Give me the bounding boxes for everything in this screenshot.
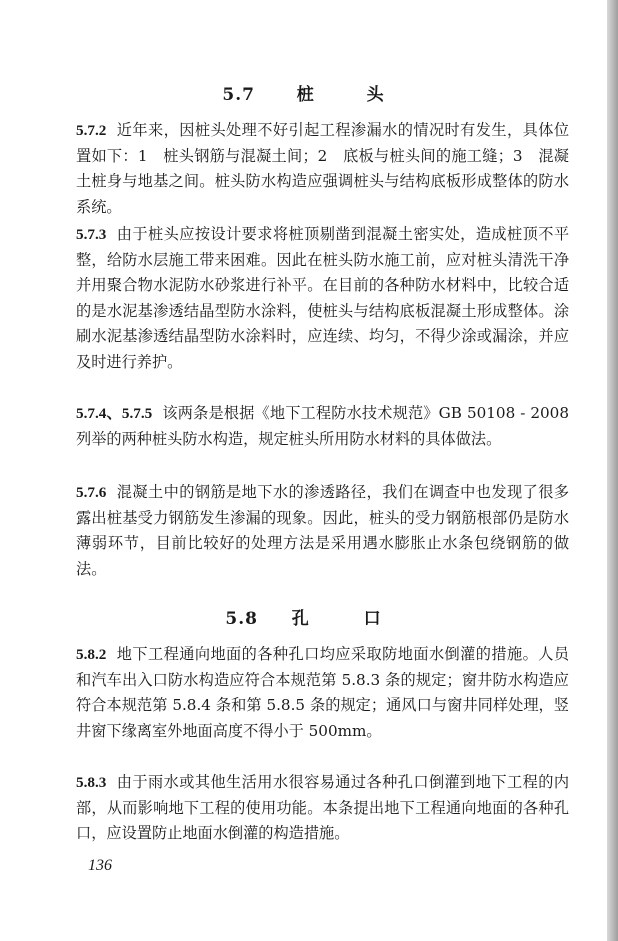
section-heading-5-7 xyxy=(0,80,607,105)
clause-number: 5.7.2 xyxy=(76,122,107,139)
section-title-char: 口 xyxy=(363,609,382,629)
clause-5-7-4-5 xyxy=(76,401,569,452)
clause-number: 5.8.3 xyxy=(76,774,107,791)
clause-5-7-3 xyxy=(76,222,569,375)
page-edge-shadow xyxy=(607,0,618,941)
page-number: 136 xyxy=(88,857,112,874)
clause-number: 5.7.3 xyxy=(76,226,107,243)
section-title-char: 头 xyxy=(366,85,385,105)
clause-number: 5.7.6 xyxy=(76,484,107,501)
clause-text: 混凝土中的钢筋是地下水的渗透路径，我们在调查中也发现了很多露出桩基受力钢筋发生渗漏的现象。因此，桩头的受力钢筋根部仍是防水薄弱环节，目前比较好的处理方法是采用遇水膨胀止水条包绕钢筋的做法。 xyxy=(76,483,569,578)
clause-5-7-6 xyxy=(76,480,569,582)
section-heading-5-8 xyxy=(0,604,607,629)
clause-5-8-3 xyxy=(76,770,569,847)
clause-5-7-2 xyxy=(76,118,569,220)
section-title-char: 孔 xyxy=(291,609,310,629)
clause-text: 由于雨水或其他生活用水很容易通过各种孔口倒灌到地下工程的内部，从而影响地下工程的使用功能。本条提出地下工程通向地面的各种孔口，应设置防止地面水倒灌的构造措施。 xyxy=(76,773,569,842)
section-number: 5.8 xyxy=(225,609,258,629)
clause-text: 由于桩头应按设计要求将桩顶剔凿到混凝土密实处，造成桩顶不平整，给防水层施工带来困难。因此在桩头防水施工前，应对桩头清洗干净并用聚合物水泥防水砂浆进行补平。在目前的各种防水材料中，比较合适的是水泥基渗透结晶型防水涂料，使桩头与结构底板混凝土形成整体。涂刷水泥基渗透结晶型防水涂料时，应连续、均匀，不得少涂或漏涂，并应及时进行养护。 xyxy=(76,225,569,371)
clause-number: 5.7.4、5.7.5 xyxy=(76,405,153,422)
section-number: 5.7 xyxy=(222,85,255,105)
clause-number: 5.8.2 xyxy=(76,646,107,663)
clause-text: 该两条是根据《地下工程防水技术规范》GB 50108 - 2008 列举的两种桩头防水构造，规定桩头所用防水材料的具体做法。 xyxy=(76,404,570,448)
clause-text: 地下工程通向地面的各种孔口均应采取防地面水倒灌的措施。人员和汽车出入口防水构造应符合本规范第 5.8.3 条的规定；窗井防水构造应符合本规范第 5.8.4 条和第 5.8.5 条的规定；通风口与窗井同样处理，竖井窗下缘离室外地面高度不得小于 500mm。 xyxy=(76,645,569,740)
section-title-char: 桩 xyxy=(296,85,315,105)
clause-5-8-2 xyxy=(76,642,569,744)
clause-text: 近年来，因桩头处理不好引起工程渗漏水的情况时有发生，具体位置如下：1 桩头钢筋与混凝土间；2 底板与桩头间的施工缝；3 混凝土桩身与地基之间。桩头防水构造应强调桩头与结构底板形成整体的防水系统。 xyxy=(76,121,569,216)
